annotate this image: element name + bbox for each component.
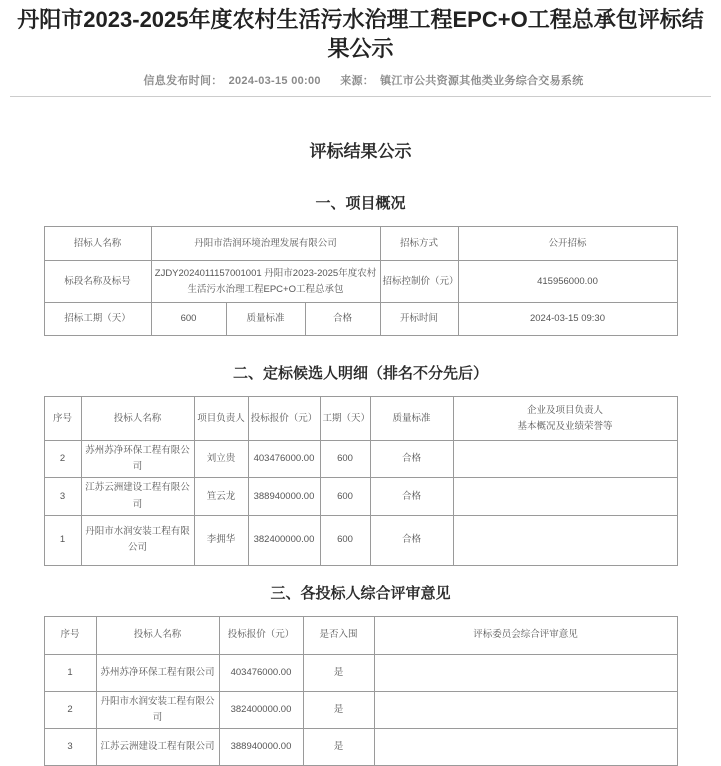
open-time-value: 2024-03-15 09:30: [458, 303, 677, 336]
header-divider: [10, 96, 711, 97]
table-header-row: [44, 616, 677, 654]
bidder-cell: 江苏云洲建设工程有限公司: [96, 729, 219, 766]
section-name-label: 标段名称及标号: [44, 261, 151, 303]
col-header-opinion: 评标委员会综合评审意见: [374, 616, 677, 654]
quality-cell: 合格: [370, 478, 453, 515]
price-cell: 382400000.00: [248, 515, 320, 565]
bid-method-label: 招标方式: [380, 227, 458, 261]
col-header-bidder: 投标人名称: [96, 616, 219, 654]
seq-cell: 1: [44, 654, 96, 691]
manager-cell: 笪云龙: [194, 478, 248, 515]
source-value: 镇江市公共资源其他类业务综合交易系统: [380, 75, 584, 88]
table-header-row: [44, 397, 677, 441]
bidder-name-value: 丹阳市浩润环境治理发展有限公司: [151, 227, 380, 261]
seq-cell: 3: [44, 729, 96, 766]
shortlisted-cell: 是: [303, 691, 374, 728]
announcement-body: [44, 137, 678, 766]
duration-value: 600: [151, 303, 226, 336]
duration-cell: 600: [320, 441, 370, 478]
col-header-price: 投标报价（元）: [248, 397, 320, 441]
price-cell: 403476000.00: [219, 654, 303, 691]
section2-heading: 二、定标候选人明细（排名不分先后）: [232, 365, 488, 383]
quality-label: 质量标准: [226, 303, 305, 336]
col-header-seq: 序号: [44, 616, 96, 654]
quality-value: 合格: [305, 303, 380, 336]
control-price-label: 招标控制价（元）: [380, 261, 458, 303]
manager-cell: 李拥华: [194, 515, 248, 565]
seq-cell: 1: [44, 515, 81, 565]
col-header-duration: 工期（天）: [320, 397, 370, 441]
profile-cell: [453, 515, 677, 565]
candidates-table: [44, 396, 678, 566]
bid-method-value: 公开招标: [458, 227, 677, 261]
col-header-shortlisted: 是否入围: [303, 616, 374, 654]
open-time-label: 开标时间: [380, 303, 458, 336]
review-opinion-table: [44, 616, 678, 766]
source-label: 来源：: [340, 75, 375, 88]
col-header-profile: [453, 397, 677, 441]
bidder-cell: 苏州苏净环保工程有限公司: [81, 441, 194, 478]
quality-cell: 合格: [370, 441, 453, 478]
publish-time-value: 2024-03-15 00:00: [228, 75, 321, 88]
section3-heading: 三、各投标人综合评审意见: [270, 584, 451, 602]
table-row: [44, 515, 677, 565]
table-row: [44, 441, 677, 478]
profile-cell: [453, 478, 677, 515]
table-row: [44, 478, 677, 515]
quality-cell: 合格: [370, 515, 453, 565]
table-row: [44, 261, 677, 303]
table-row: [44, 227, 677, 261]
price-cell: 382400000.00: [219, 691, 303, 728]
seq-cell: 2: [44, 441, 81, 478]
section1-heading: 一、项目概况: [315, 195, 406, 213]
opinion-cell: [374, 654, 677, 691]
page-title: 丹阳市2023-2025年度农村生活污水治理工程EPC+O工程总承包评标结果公示: [17, 7, 704, 61]
shortlisted-cell: 是: [303, 654, 374, 691]
col-header-seq: 序号: [44, 397, 81, 441]
main-heading: 评标结果公示: [309, 142, 412, 162]
col-header-profile-line1: 企业及项目负责人: [526, 404, 603, 416]
price-cell: 388940000.00: [248, 478, 320, 515]
table-row: [44, 691, 677, 728]
col-header-quality: 质量标准: [370, 397, 453, 441]
manager-cell: 刘立贵: [194, 441, 248, 478]
control-price-value: 415956000.00: [458, 261, 677, 303]
col-header-bidder: 投标人名称: [81, 397, 194, 441]
col-header-profile-line2: 基本概况及业绩荣誉等: [517, 420, 613, 432]
duration-cell: 600: [320, 478, 370, 515]
bidder-cell: 江苏云洲建设工程有限公司: [81, 478, 194, 515]
opinion-cell: [374, 729, 677, 766]
duration-cell: 600: [320, 515, 370, 565]
bidder-name-label: 招标人名称: [44, 227, 151, 261]
opinion-cell: [374, 691, 677, 728]
project-overview-table: [44, 226, 678, 336]
seq-cell: 3: [44, 478, 81, 515]
table-row: [44, 729, 677, 766]
price-cell: 403476000.00: [248, 441, 320, 478]
page-header: [0, 0, 721, 97]
seq-cell: 2: [44, 691, 96, 728]
publish-time-label: 信息发布时间：: [143, 75, 223, 88]
profile-cell: [453, 441, 677, 478]
bidder-cell: 苏州苏净环保工程有限公司: [96, 654, 219, 691]
price-cell: 388940000.00: [219, 729, 303, 766]
section-name-value: ZJDY2024011157001001 丹阳市2023-2025年度农村生活污水治理工程EPC+O工程总承包: [151, 261, 380, 303]
table-row: [44, 303, 677, 336]
bidder-cell: 丹阳市水润安装工程有限公司: [81, 515, 194, 565]
table-row: [44, 654, 677, 691]
col-header-price: 投标报价（元）: [219, 616, 303, 654]
bidder-cell: 丹阳市水润安装工程有限公司: [96, 691, 219, 728]
col-header-manager: 项目负责人: [194, 397, 248, 441]
shortlisted-cell: 是: [303, 729, 374, 766]
publish-info-bar: [0, 72, 721, 88]
duration-label: 招标工期（天）: [44, 303, 151, 336]
